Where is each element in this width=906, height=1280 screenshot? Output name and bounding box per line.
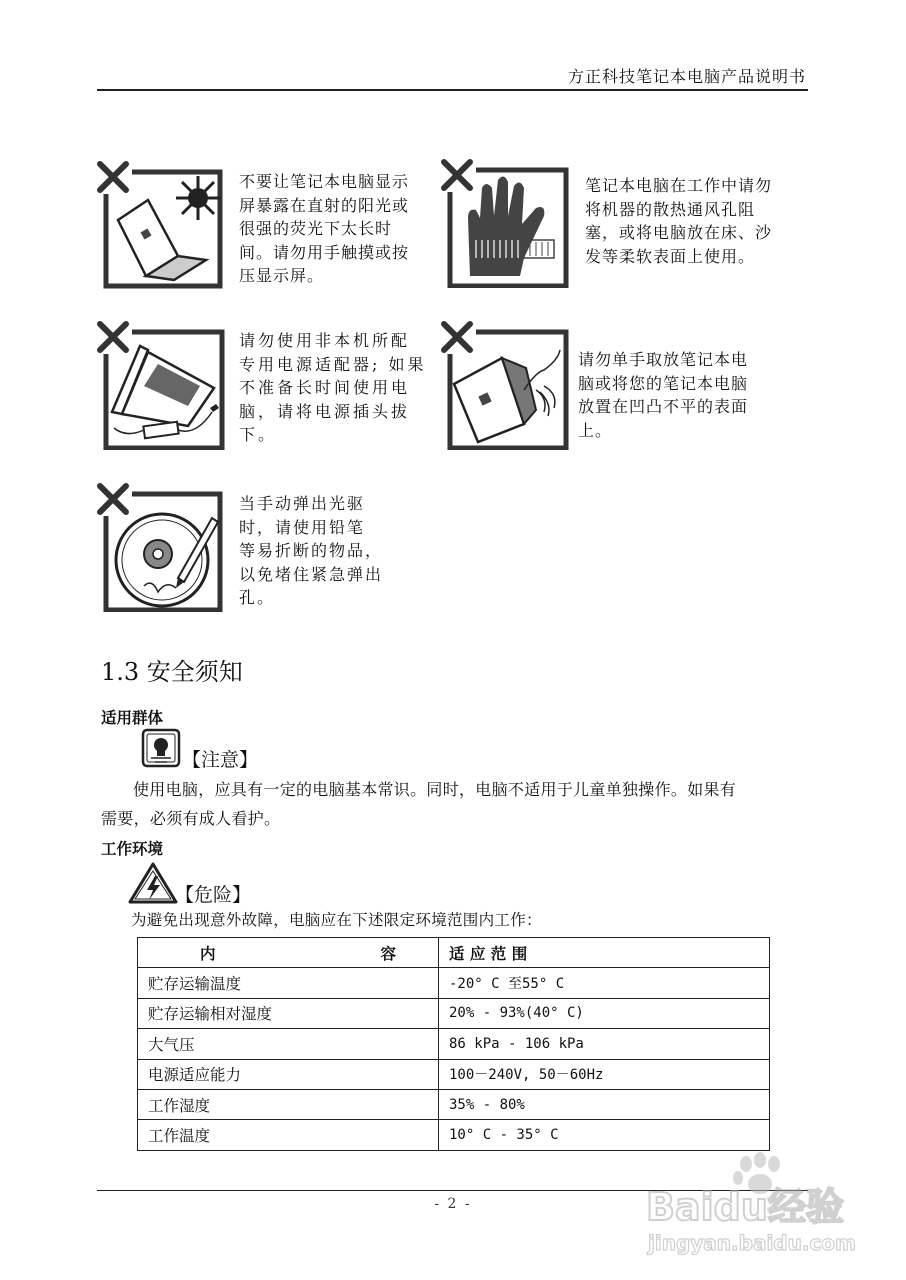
warning-text-disc: 当手动弹出光驱 时，请使用铅笔 等易折断的物品， 以免堵住紧急弹出 孔。 — [239, 494, 384, 607]
laptop-sunlight-icon — [96, 160, 226, 290]
row-item: 大气压 — [138, 1029, 439, 1059]
hand-holding-laptop-icon — [440, 320, 570, 450]
header-title: 方正科技笔记本电脑产品说明书 — [567, 67, 806, 86]
environment-heading: 工作环境 — [101, 840, 164, 858]
danger-high-voltage-icon — [128, 862, 178, 904]
header-rule — [97, 89, 808, 91]
lightbulb-note-icon — [141, 728, 181, 768]
row-range: 35% - 80% — [439, 1089, 770, 1119]
row-range: 100－240V, 50－60Hz — [439, 1059, 770, 1089]
note-label: 【注意】 — [182, 749, 259, 771]
row-range: -20° C 至55° C — [439, 968, 770, 998]
audience-paragraph-line1: 使用电脑，应具有一定的电脑基本常识。同时，电脑不适用于儿童单独操作。如果有 — [133, 780, 737, 799]
header-content-char1: 内 — [200, 943, 216, 963]
section-title: 1.3 安全须知 — [101, 658, 243, 686]
row-range: 86 kPa - 106 kPa — [439, 1029, 770, 1059]
table-row — [138, 998, 770, 1028]
table-header-range: 适 应 范 围 — [439, 938, 770, 968]
row-range: 10° C - 35° C — [439, 1120, 770, 1150]
row-item: 电源适应能力 — [138, 1059, 439, 1089]
page-number: - 2 - — [434, 1196, 472, 1212]
table-row — [138, 968, 770, 998]
environment-table — [137, 937, 770, 1151]
table-row — [138, 1029, 770, 1059]
row-item: 贮存运输温度 — [138, 968, 439, 998]
watermark-url: jingyan.baidu.com — [648, 1231, 856, 1255]
warning-text-vents: 笔记本电脑在工作中请勿 将机器的散热通风孔阻 塞，或将电脑放在床、沙 发等柔软表面上使用。 — [585, 176, 773, 266]
row-item: 工作温度 — [138, 1120, 439, 1150]
table-header-content — [138, 938, 439, 968]
row-item: 工作湿度 — [138, 1089, 439, 1119]
warning-text-sunlight: 不要让笔记本电脑显示 屏暴露在直射的阳光或 很强的荧光下太长时 间。请勿用手触摸或按 压显示屏。 — [239, 172, 410, 285]
header-content-char2: 容 — [380, 943, 396, 963]
warning-text-onehand: 请勿单手取放笔记本电 脑或将您的笔记本电脑 放置在凹凸不平的表面 上。 — [578, 350, 749, 440]
table-row — [138, 1089, 770, 1119]
hand-blocking-vent-icon — [440, 158, 570, 288]
audience-heading: 适用群体 — [101, 709, 164, 727]
disc-pencil-icon — [96, 482, 226, 612]
audience-paragraph-line2: 需要，必须有成人看护。 — [101, 809, 281, 828]
table-row — [138, 1120, 770, 1150]
baidu-jingyan-watermark — [640, 1150, 860, 1260]
danger-label: 【危险】 — [175, 884, 252, 906]
row-range: 20% - 93%(40° C) — [439, 998, 770, 1028]
laptop-adapter-icon — [96, 320, 226, 450]
environment-intro: 为避免出现意外故障，电脑应在下述限定环境范围内工作： — [131, 911, 542, 929]
watermark-brand: Baidu经验 — [646, 1185, 844, 1229]
warning-text-adapter: 请勿使用非本机所配 专用电源适配器; 如果 不准备长时间使用电 脑，请将电源插头拔 下。 — [239, 331, 427, 444]
table-header-row — [138, 938, 770, 968]
table-row — [138, 1059, 770, 1089]
row-item: 贮存运输相对湿度 — [138, 998, 439, 1028]
